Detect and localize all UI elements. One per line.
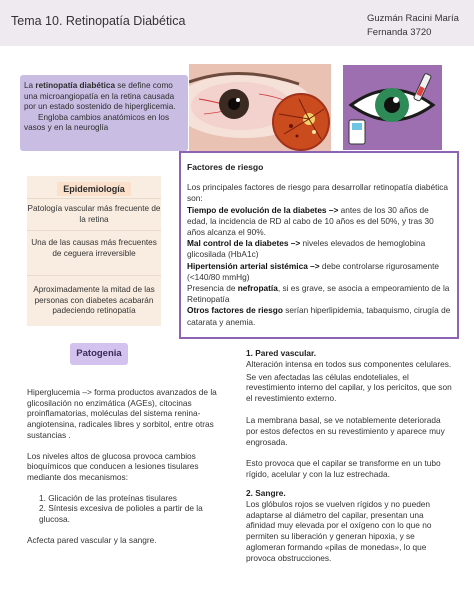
divider bbox=[27, 230, 161, 231]
mechanism-item: 2. Síntesis excesiva de polioles a partir de la glucosa. bbox=[39, 503, 203, 525]
risk-factors-box bbox=[179, 151, 459, 339]
patogenia-text bbox=[27, 387, 217, 545]
right-column bbox=[246, 348, 452, 564]
risk-item: Mal control de la diabetes –> niveles elevados de hemoglobina glicosilada (HbA1c) bbox=[187, 238, 426, 260]
eye-glucometer-icon bbox=[343, 65, 442, 150]
patogenia-paragraph: Los niveles altos de glucosa provoca cambios bioquímicos que conducen a lesiones tisulares mediante dos mecanismos: bbox=[27, 450, 199, 482]
epidemiology-item: Una de las causas más frecuentes de ceguera irreversible bbox=[31, 238, 157, 258]
page-title: Tema 10. Retinopatía Diabética bbox=[11, 14, 186, 28]
patogenia-label: Patogenia bbox=[70, 343, 128, 365]
epidemiology-item: Aproximadamente la mitad de las personas con diabetes acabarán padeciendo retinopatía bbox=[33, 285, 155, 315]
risk-factors-heading: Factores de riesgo bbox=[187, 162, 264, 172]
paragraph: Los glóbulos rojos se vuelven rígidos y no pueden adaptarse al diámetro del capilar, presentan una afinidad muy elevada por el oxígeno con lo que no permiten su liberación y generan hipoxia, y se aglomeran formando «pilas de monedas», lo que provoca obstrucciones. bbox=[246, 498, 432, 563]
paragraph: La membrana basal, se ve notablemente deteriorada por estos defectos en su revestimiento y aparece muy engrosada. bbox=[246, 414, 445, 447]
paragraph: Esto provoca que el capilar se transforme en un tubo rígido, acelular y con la luz estrechada. bbox=[246, 458, 441, 480]
author-id: Fernanda 3720 bbox=[367, 27, 432, 38]
patogenia-paragraph: Acfecta pared vascular y la sangre. bbox=[27, 534, 157, 545]
risk-item: Otros factores de riesgo serían hiperlipidemia, tabaquismo, cirugía de catarata y anemia. bbox=[187, 305, 451, 327]
paragraph: Se ven afectadas las células endoteliales, el revestimiento interno del capilar, y los pericitos, que son el revestimiento externo. bbox=[246, 371, 452, 404]
risk-factors-intro: Los principales factores de riesgo para desarrollar retinopatía diabética son: bbox=[187, 182, 449, 204]
risk-item: Hipertensión arterial sistémica –> debe controlarse rigurosamente (<140/80 mmHg) bbox=[187, 260, 440, 282]
patogenia-paragraph: Hiperglucemia –> forma productos avanzados de la glicosilación no enzimática (AGEs), citocinas proinflamatorias, moléculas del sistema renina-angiotensina, radicales libres y sorbitol, entre otras sustancias . bbox=[27, 387, 217, 440]
section-heading-vascular: 1. Pared vascular. bbox=[246, 348, 317, 358]
eye-photo-image bbox=[189, 64, 331, 154]
divider bbox=[27, 275, 161, 276]
definition-note: Engloba cambios anatómicos en los vasos y en la neuroglía bbox=[24, 112, 170, 133]
author-block bbox=[367, 12, 459, 40]
section-heading-sangre: 2. Sangre. bbox=[246, 487, 286, 498]
author-name: Guzmán Racini María bbox=[367, 13, 459, 24]
definition-text: La retinopatía diabética se define como una microangiopatía en la retina causada por un estado sostenido de hiperglicemia. bbox=[24, 81, 176, 112]
risk-item: Tiempo de evolución de la diabetes –> antes de los 30 años de edad, la incidencia de RD al cabo de 10 años es del 50%, y tras 30 años alcanza el 90%. bbox=[187, 204, 434, 238]
paragraph: Alteración intensa en todos sus componentes celulares. bbox=[246, 358, 452, 369]
epidemiology-heading: Epidemiología bbox=[27, 178, 161, 199]
definition-box bbox=[20, 75, 188, 151]
mechanism-item: 1. Glicación de las proteínas tisulares bbox=[39, 492, 177, 503]
epidemiology-item: Patología vascular más frecuente de la retina bbox=[27, 204, 161, 224]
risk-item: Presencia de nefropatía, si es grave, se asocia a empeoramiento de la Retinopatía bbox=[187, 283, 450, 305]
